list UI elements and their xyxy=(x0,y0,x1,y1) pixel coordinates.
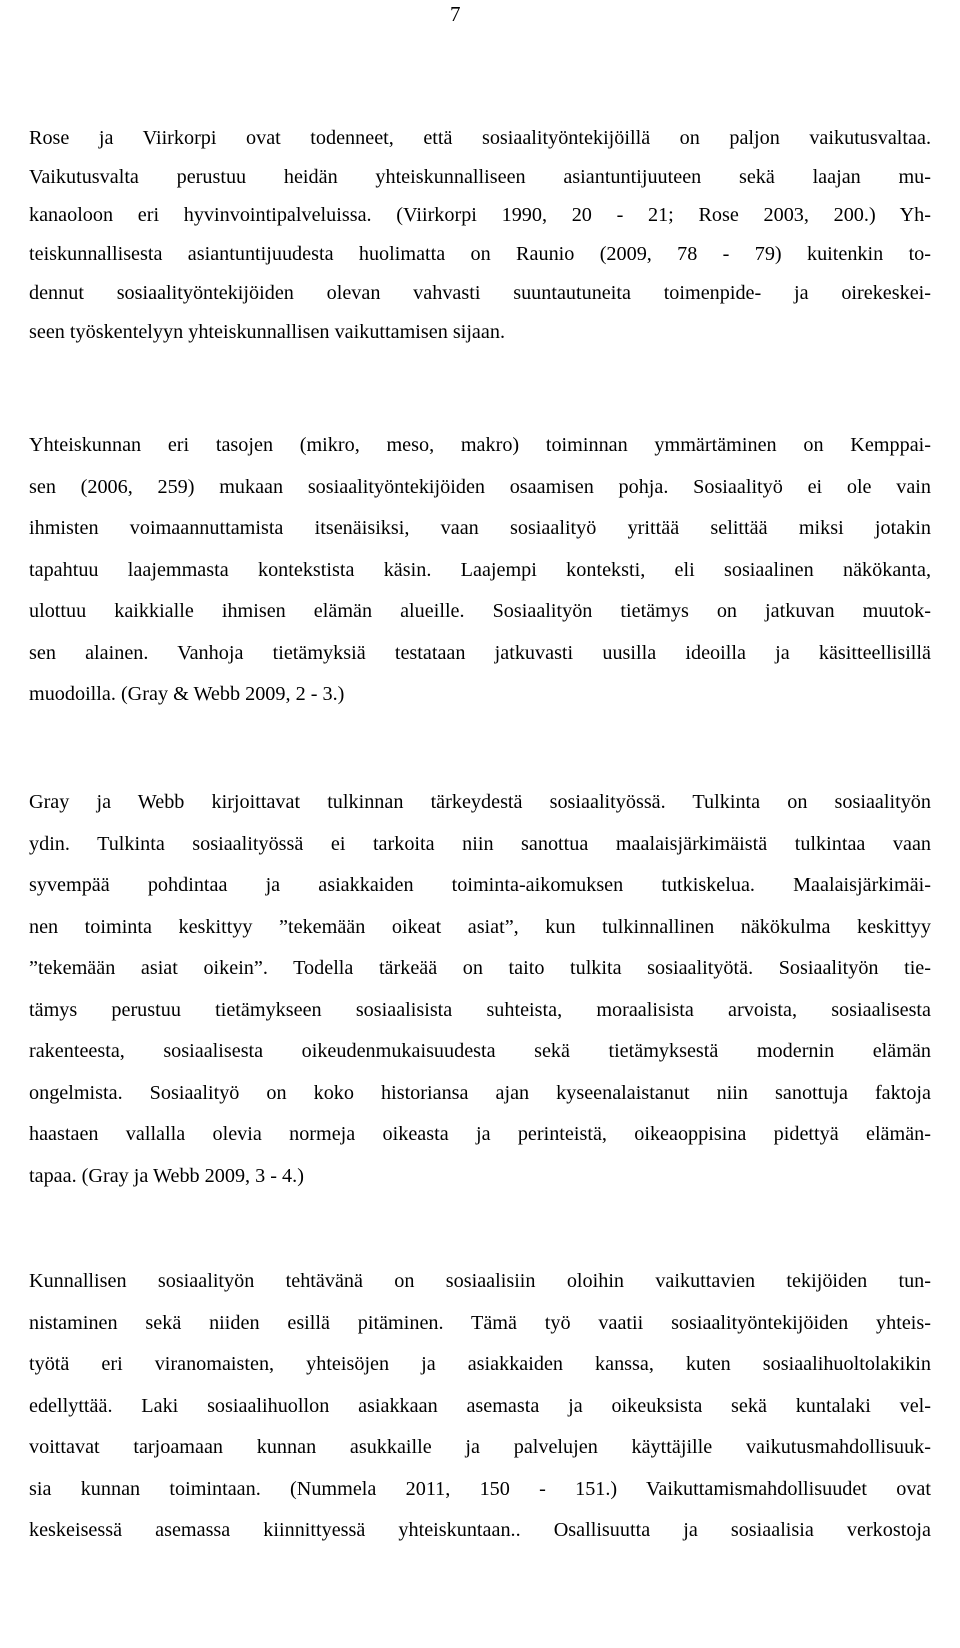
text-line: syvempää pohdintaa ja asiakkaiden toiminta-aikomuksen tutkiskelua. Maalaisjärkimäi- xyxy=(29,874,931,896)
text-line: kanaoloon eri hyvinvointipalveluissa. (Viirkorpi 1990, 20 - 21; Rose 2003, 200.) Yh- xyxy=(29,204,931,227)
text-line: sia kunnan toimintaan. (Nummela 2011, 150 - 151.) Vaikuttamismahdollisuudet ovat xyxy=(29,1477,931,1500)
text-line: Kunnallisen sosiaalityön tehtävänä on sosiaalisiin oloihin vaikuttavien tekijöiden tun- xyxy=(29,1270,931,1292)
text-line: ulottuu kaikkialle ihmisen elämän alueille. Sosiaalityön tietämys on jatkuvan muutok- xyxy=(29,600,931,622)
text-line: seen työskentelyyn yhteiskunnallisen vaikuttamisen sijaan. xyxy=(29,320,505,343)
text-line: Gray ja Webb kirjoittavat tulkinnan tärkeydestä sosiaalityössä. Tulkinta on sosiaalityön xyxy=(29,791,931,813)
text-line: ”tekemään asiat oikein”. Todella tärkeää on taito tulkita sosiaalityötä. Sosiaalityön tie- xyxy=(29,957,931,979)
paragraph-1 xyxy=(29,119,931,351)
paragraph-2 xyxy=(29,425,931,716)
text-line: sen alainen. Vanhoja tietämyksiä testataan jatkuvasti uusilla ideoilla ja käsitteellisillä xyxy=(29,641,931,664)
text-line: ihmisten voimaannuttamista itsenäisiksi, vaan sosiaalityö yrittää selittää miksi jotakin xyxy=(29,517,931,539)
text-line: ydin. Tulkinta sosiaalityössä ei tarkoita niin sanottua maalaisjärkimäistä tulkintaa vaan xyxy=(29,832,931,855)
text-line: sen (2006, 259) mukaan sosiaalityöntekijöiden osaamisen pohja. Sosiaalityö ei ole vain xyxy=(29,475,931,498)
text-line: rakenteesta, sosiaalisesta oikeudenmukaisuudesta sekä tietämyksestä modernin elämän xyxy=(29,1040,931,1062)
text-line: nen toiminta keskittyy ”tekemään oikeat asiat”, kun tulkinnallinen näkökulma keskittyy xyxy=(29,915,931,938)
text-line: Rose ja Viirkorpi ovat todenneet, että sosiaalityöntekijöillä on paljon vaikutusvaltaa. xyxy=(29,127,931,149)
text-line: keskeisessä asemassa kiinnittyessä yhteiskuntaan.. Osallisuutta ja sosiaalisia verkostoja xyxy=(29,1519,931,1541)
text-line: tapahtuu laajemmasta kontekstista käsin. Laajempi konteksti, eli sosiaalinen näkökanta, xyxy=(29,558,931,581)
text-line: voittavat tarjoamaan kunnan asukkaille ja palvelujen käyttäjille vaikutusmahdollisuuk- xyxy=(29,1436,931,1458)
page-number: 7 xyxy=(450,2,461,26)
text-line: haastaen vallalla olevia normeja oikeasta ja perinteistä, oikeaoppisina pidettyä elämän- xyxy=(29,1123,931,1145)
text-line: tämys perustuu tietämykseen sosiaalisista suhteista, moraalisista arvoista, sosiaalisesta xyxy=(29,998,931,1021)
paragraph-4 xyxy=(29,1261,931,1552)
text-line: edellyttää. Laki sosiaalihuollon asiakkaan asemasta ja oikeuksista sekä kuntalaki vel- xyxy=(29,1394,931,1417)
text-line: Vaikutusvalta perustuu heidän yhteiskunnalliseen asiantuntijuuteen sekä laajan mu- xyxy=(29,165,931,188)
text-line: dennut sosiaalityöntekijöiden olevan vahvasti suuntautuneita toimenpide- ja oirekeskei- xyxy=(29,281,931,304)
text-line: ongelmista. Sosiaalityö on koko historiansa ajan kyseenalaistanut niin sanottuja faktoja xyxy=(29,1081,931,1104)
text-line: muodoilla. (Gray & Webb 2009, 2 - 3.) xyxy=(29,683,345,705)
text-line: teiskunnallisesta asiantuntijuudesta huolimatta on Raunio (2009, 78 - 79) kuitenkin to- xyxy=(29,243,931,266)
paragraph-3 xyxy=(29,782,931,1197)
text-line: työtä eri viranomaisten, yhteisöjen ja asiakkaiden kanssa, kuten sosiaalihuoltolakikin xyxy=(29,1353,931,1375)
text-line: nistaminen sekä niiden esillä pitäminen. Tämä työ vaatii sosiaalityöntekijöiden yhteis- xyxy=(29,1311,931,1334)
text-line: tapaa. (Gray ja Webb 2009, 3 - 4.) xyxy=(29,1164,304,1187)
text-line: Yhteiskunnan eri tasojen (mikro, meso, makro) toiminnan ymmärtäminen on Kemppai- xyxy=(29,434,931,456)
